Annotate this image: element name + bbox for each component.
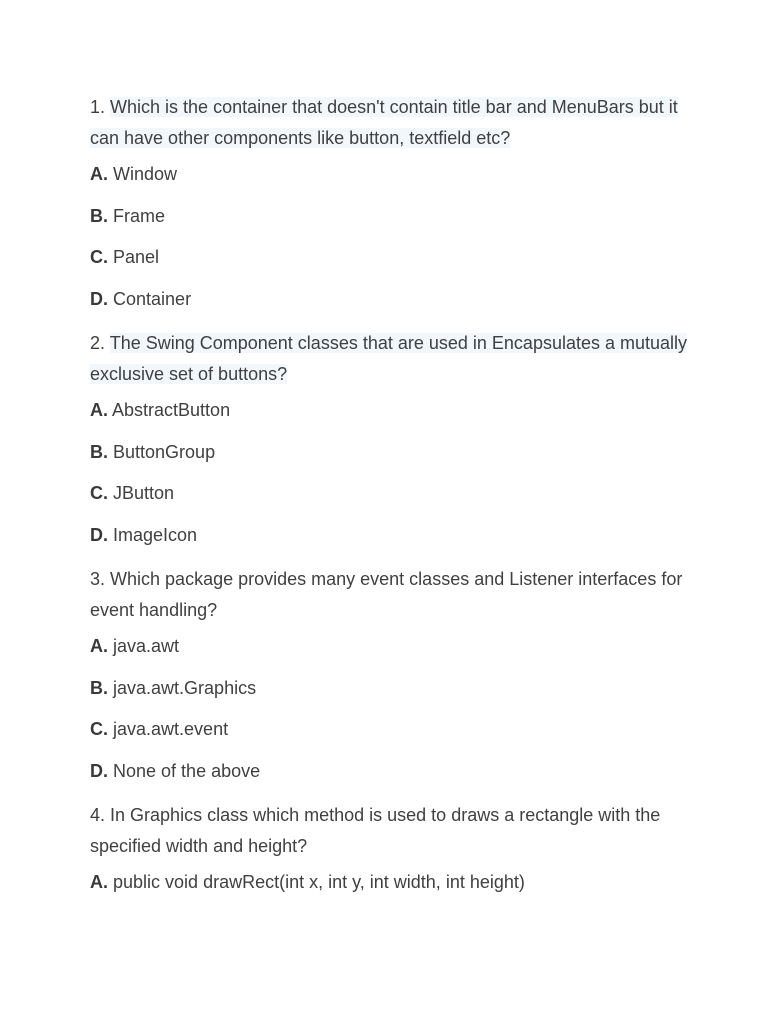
question-2-option-a xyxy=(90,398,768,422)
question-2-text: The Swing Component classes that are used in Encapsulates a mutually exclusive set of buttons? xyxy=(90,333,688,384)
option-letter: A. xyxy=(90,872,108,892)
option-text: JButton xyxy=(113,483,175,503)
question-4 xyxy=(90,800,768,894)
question-4-number: 4. xyxy=(90,805,106,825)
option-text: java.awt.event xyxy=(113,719,229,739)
question-2-text-block xyxy=(90,328,690,390)
question-1-option-a xyxy=(90,162,768,186)
question-3-option-d xyxy=(90,759,768,783)
option-letter: D. xyxy=(90,288,108,309)
question-1-option-b xyxy=(90,204,768,228)
question-1-option-d xyxy=(90,287,768,311)
option-letter: B. xyxy=(90,677,108,698)
question-1-option-c xyxy=(90,245,768,269)
question-3-option-b xyxy=(90,676,768,700)
question-1-text-block xyxy=(90,92,690,154)
question-4-text-block xyxy=(90,800,690,862)
question-2-number: 2. xyxy=(90,333,106,353)
question-4-option-a xyxy=(90,870,768,894)
question-3-text: Which package provides many event classes and Listener interfaces for event handling? xyxy=(90,569,683,620)
question-1-number: 1. xyxy=(90,97,106,117)
question-2-option-b xyxy=(90,440,768,464)
question-1 xyxy=(90,92,768,311)
option-letter: B. xyxy=(90,441,108,462)
option-letter: A. xyxy=(90,636,108,656)
question-3-option-c xyxy=(90,717,768,741)
option-letter: A. xyxy=(90,164,108,184)
option-text: Window xyxy=(113,164,178,184)
option-letter: C. xyxy=(90,719,108,739)
question-3-option-a xyxy=(90,634,768,658)
option-letter: D. xyxy=(90,760,108,781)
option-text: None of the above xyxy=(113,760,261,781)
option-letter: C. xyxy=(90,483,108,503)
option-letter: A. xyxy=(90,400,108,420)
question-2 xyxy=(90,328,768,547)
option-text: ImageIcon xyxy=(113,524,198,545)
question-4-text: In Graphics class which method is used to draws a rectangle with the specified width and height? xyxy=(90,805,661,856)
option-text: Panel xyxy=(113,247,160,267)
option-letter: B. xyxy=(90,205,108,226)
question-3-number: 3. xyxy=(90,569,106,589)
option-text: ButtonGroup xyxy=(113,441,216,462)
option-letter: D. xyxy=(90,524,108,545)
question-3-text-block xyxy=(90,564,690,626)
option-text: Container xyxy=(113,288,192,309)
option-text: public void drawRect(int x, int y, int width, int height) xyxy=(113,872,525,892)
option-text: java.awt.Graphics xyxy=(113,677,257,698)
question-3 xyxy=(90,564,768,783)
question-2-option-c xyxy=(90,481,768,505)
question-1-text: Which is the container that doesn't contain title bar and MenuBars but it can have other components like button, textfield etc? xyxy=(90,97,678,148)
option-text: Frame xyxy=(113,205,166,226)
question-2-option-d xyxy=(90,523,768,547)
option-letter: C. xyxy=(90,247,108,267)
option-text: java.awt xyxy=(113,636,180,656)
option-text: AbstractButton xyxy=(112,400,231,420)
